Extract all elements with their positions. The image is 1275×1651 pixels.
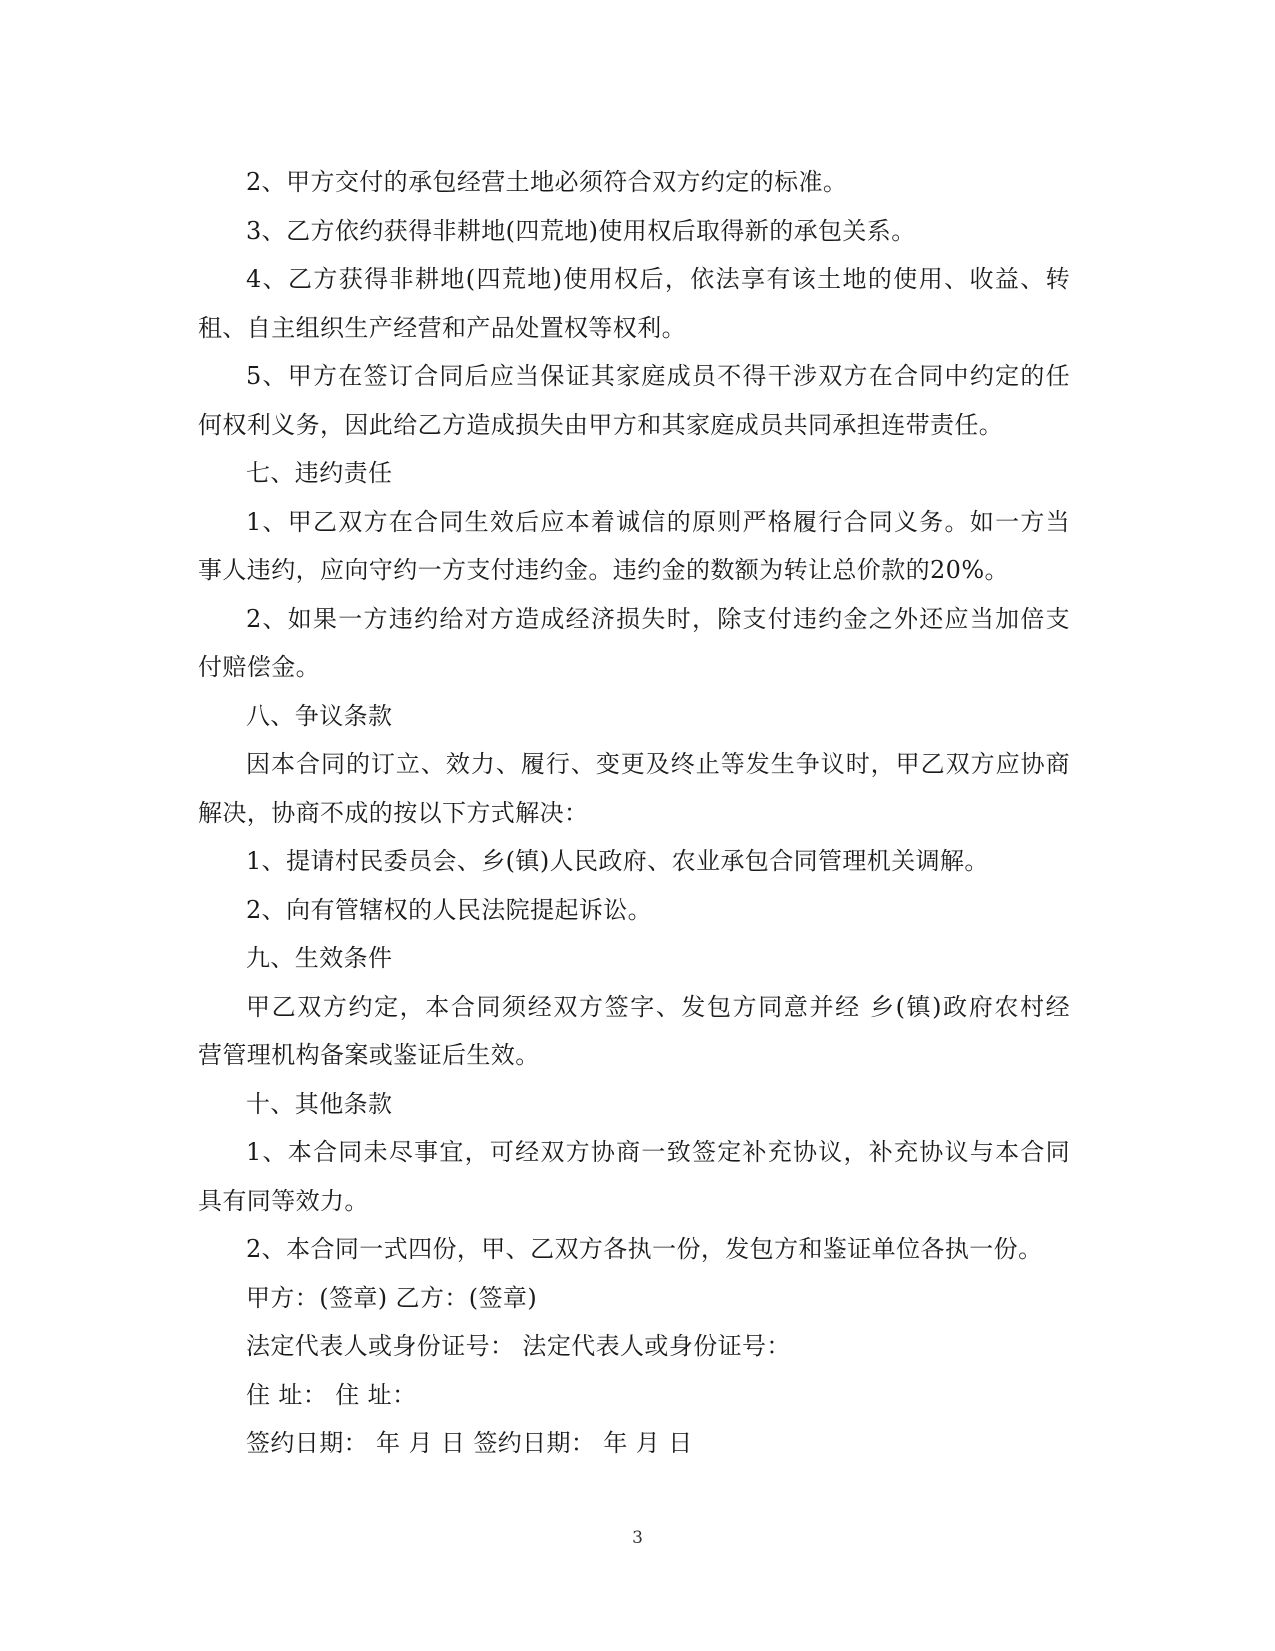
signature-representative-line: 法定代表人或身份证号： 法定代表人或身份证号： xyxy=(246,1332,791,1360)
clause-text: 具有同等效力。 xyxy=(198,1186,369,1215)
clause-text: 1、本合同未尽事宜，可经双方协商一致签定补充协议，补充协议与本合同 xyxy=(246,1138,1070,1166)
clause-text: 5、甲方在签订合同后应当保证其家庭成员不得干涉双方在合同中约定的任 xyxy=(246,362,1070,390)
clause-text: 2、如果一方违约给对方造成经济损失时，除支付违约金之外还应当加倍支 xyxy=(246,604,1070,633)
document-body xyxy=(198,158,1070,1468)
section-heading: 十、其他条款 xyxy=(246,1089,393,1118)
clause-text: 2、向有管辖权的人民法院提起诉讼。 xyxy=(246,895,653,924)
page-number: 3 xyxy=(632,1528,643,1548)
clause-text: 甲乙双方约定，本合同须经双方签字、发包方同意并经 乡(镇)政府农村经 xyxy=(246,992,1070,1021)
clause-text: 3、乙方依约获得非耕地(四荒地)使用权后取得新的承包关系。 xyxy=(246,216,916,245)
clause-text: 租、自主组织生产经营和产品处置权等权利。 xyxy=(198,313,686,342)
clause-text: 2、甲方交付的承包经营土地必须符合双方约定的标准。 xyxy=(246,168,848,196)
signature-address-line: 住 址： 住 址： xyxy=(246,1380,417,1409)
section-heading: 九、生效条件 xyxy=(246,944,393,972)
signature-party-line: 甲方：(签章) 乙方：(签章) xyxy=(246,1283,538,1312)
clause-text: 1、提请村民委员会、乡(镇)人民政府、农业承包合同管理机关调解。 xyxy=(246,847,989,875)
clause-text: 2、本合同一式四份，甲、乙双方各执一份，发包方和鉴证单位各执一份。 xyxy=(246,1235,1043,1263)
clause-text: 营管理机构备案或鉴证后生效。 xyxy=(198,1041,540,1069)
signature-date-line: 签约日期： 年 月 日 签约日期： 年 月 日 xyxy=(246,1429,693,1457)
clause-text: 解决，协商不成的按以下方式解决： xyxy=(198,798,589,827)
clause-text: 4、乙方获得非耕地(四荒地)使用权后，依法享有该土地的使用、收益、转 xyxy=(246,265,1070,293)
clause-text: 付赔偿金。 xyxy=(198,653,320,681)
clause-text: 何权利义务，因此给乙方造成损失由甲方和其家庭成员共同承担连带责任。 xyxy=(198,410,1004,439)
clause-text: 事人违约，应向守约一方支付违约金。违约金的数额为转让总价款的20%。 xyxy=(198,556,1009,584)
clause-text: 因本合同的订立、效力、履行、变更及终止等发生争议时，甲乙双方应协商 xyxy=(246,750,1070,778)
section-heading: 八、争议条款 xyxy=(246,701,393,730)
clause-text: 1、甲乙双方在合同生效后应本着诚信的原则严格履行合同义务。如一方当 xyxy=(246,507,1070,536)
section-heading: 七、违约责任 xyxy=(246,459,393,487)
